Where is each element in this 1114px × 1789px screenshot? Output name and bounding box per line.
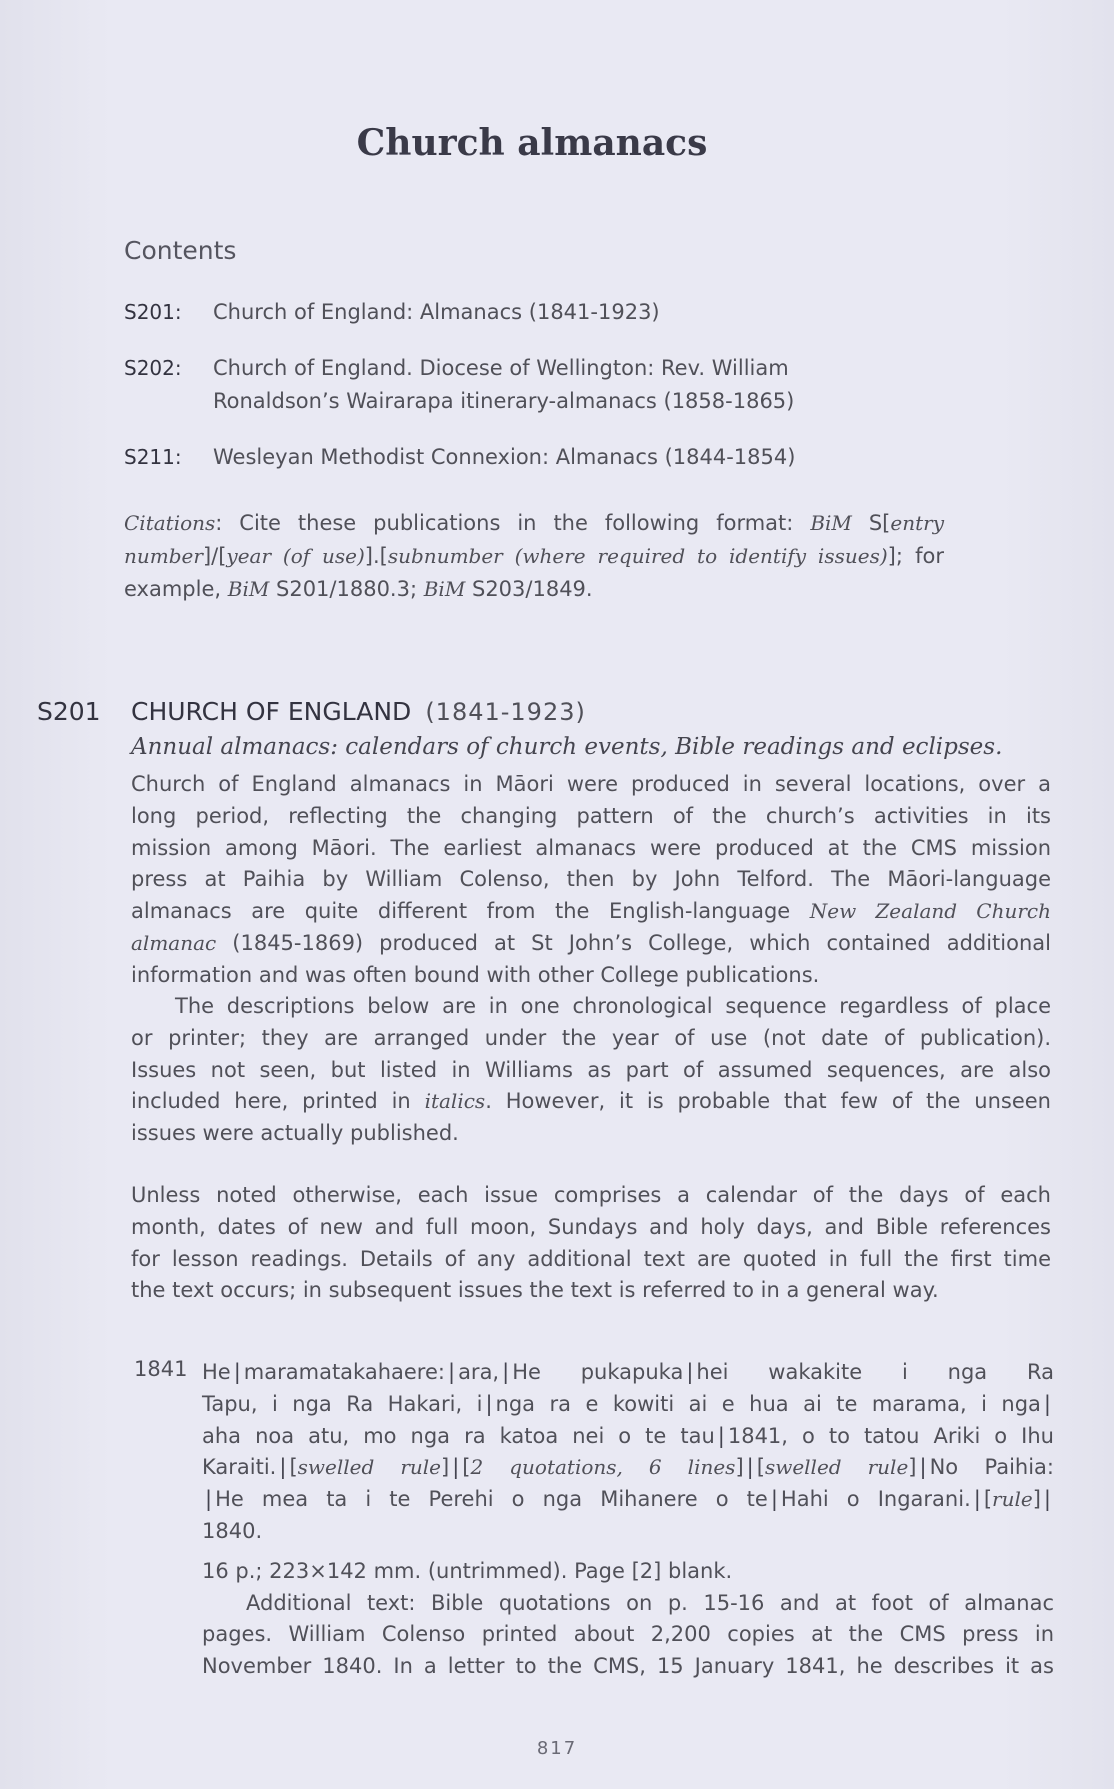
line-break-bar: | (770, 1487, 778, 1512)
text-run: ara, (458, 1360, 500, 1384)
citations-text: S201/1880.3; (269, 577, 424, 601)
entry-heading-text: CHURCH OF ENGLAND (131, 697, 412, 726)
citations-text: : Cite these publications in the following format: (215, 511, 811, 535)
text-run: almanacs are quite different from the English-language (131, 899, 810, 924)
italic-title: New Zealand Church (809, 899, 1051, 924)
text-line: or printer; they are arranged under the year of use (not date of publication). (131, 1025, 1051, 1050)
citations-text: ]; for (887, 544, 944, 568)
citations-text: ]/[ (202, 544, 227, 568)
text-run: (1845-1869) produced at St John’s College, which contained additional (216, 930, 1051, 955)
ornament-note: swelled rule (297, 1455, 441, 1480)
line-break-bar: | (973, 1487, 981, 1512)
text-line (131, 1086, 1051, 1118)
line-break-bar: | (686, 1360, 694, 1384)
italic-word: italics (424, 1089, 486, 1114)
text-run: aha noa atu, mo nga ra katoa nei o te tau (202, 1423, 715, 1448)
toc-code: S201: (124, 300, 182, 324)
contents-heading: Contents (124, 236, 237, 265)
text-run: Tapu, i nga Ra Hakari, i (202, 1391, 483, 1416)
notes-line: pages. William Colenso printed about 2,200 copies at the CMS press in (202, 1622, 1054, 1647)
text-line: Unless noted otherwise, each issue comprises a calendar of the days of each (131, 1183, 1051, 1207)
citations-text: ].[ (364, 544, 388, 568)
citations-line (124, 507, 944, 540)
ornament-note: 2 quotations, 6 lines (470, 1455, 736, 1480)
text-line: the text occurs; in subsequent issues the text is referred to in a general way. (131, 1278, 939, 1303)
entry-heading (131, 697, 586, 726)
line-break-bar: | (1043, 1391, 1051, 1416)
citations-text: S[ (851, 511, 891, 535)
line-break-bar: | (746, 1455, 754, 1480)
title-transcription-line (202, 1357, 1054, 1389)
text-line: long period, reflecting the changing pattern of the church’s activities in its (131, 803, 1051, 828)
text-run: nga ra e kowiti ai e hua ai te marama, i nga (495, 1391, 1041, 1416)
line-break-bar: | (279, 1455, 287, 1480)
line-break-bar: | (1043, 1487, 1051, 1512)
toc-entry-s211[interactable] (124, 441, 964, 474)
title-transcription-line: Karaiti. | [swelled rule] | [2 quotations, 6 lines] | [swelled rule] | No Paihia: (202, 1455, 1054, 1480)
entry-paragraph-1 (131, 769, 1051, 992)
citations-line (124, 573, 944, 606)
issue-description (202, 1357, 1054, 1683)
notes-line: Additional text: Bible quotations on p. 15-16 and at foot of almanac (246, 1590, 1054, 1615)
text-line: Church of England almanacs in Māori were produced in several locations, over a (131, 772, 1051, 796)
notes-line: November 1840. In a letter to the CMS, 15 January 1841, he describes it as (202, 1654, 1054, 1679)
text-run: He pukapuka (512, 1360, 684, 1384)
citations-line (124, 540, 944, 573)
italic-title: almanac (131, 930, 217, 955)
citations-placeholder: year (of use) (226, 544, 365, 568)
citations-text: S203/1849. (465, 577, 593, 601)
bim-abbrev: BiM (227, 577, 270, 601)
text-run: maramatakahaere: (243, 1360, 445, 1384)
citations-text: example, (124, 577, 228, 601)
toc-line: Ronaldson’s Wairarapa itinerary-almanacs (1858-1865) (213, 389, 795, 413)
title-transcription-line: | He mea ta i te Perehi o nga Mihanere o te | Hahi o Ingarani. | [rule] | (202, 1484, 1054, 1516)
text-line: mission among Māori. The earliest almanacs were produced at the CMS mission (131, 835, 1051, 860)
text-run: Karaiti. (202, 1455, 277, 1480)
bim-abbrev: BiM (810, 511, 852, 535)
text-run: included here, printed in (131, 1089, 425, 1114)
toc-text (213, 352, 964, 418)
title-transcription-line: 1840. (202, 1518, 263, 1543)
title-transcription-line (202, 1389, 1054, 1421)
text-run: hei wakakite i nga Ra (696, 1360, 1054, 1384)
toc-line: Wesleyan Methodist Connexion: Almanacs (1844-1854) (213, 445, 796, 469)
collation-line: 16 p.; 223×142 mm. (untrimmed). Page [2] blank. (202, 1558, 733, 1583)
line-break-bar: | (205, 1487, 213, 1512)
line-break-bar: | (233, 1360, 241, 1384)
citations-placeholder: subnumber (where required to identify issues) (387, 544, 888, 568)
line-break-bar: | (447, 1360, 456, 1384)
citations-note (124, 507, 944, 606)
text-run: . However, it is probable that few of the unseen (485, 1089, 1051, 1114)
text-line: month, dates of new and full moon, Sundays and holy days, and Bible references (131, 1214, 1051, 1239)
issue-year: 1841 (134, 1357, 188, 1381)
line-break-bar: | (485, 1391, 493, 1416)
entry-years: (1841-1923) (425, 698, 586, 726)
text-line: for lesson readings. Details of any additional text are quoted in full the first time (131, 1246, 1051, 1271)
ornament-note: rule (992, 1487, 1033, 1512)
toc-entry-s201[interactable] (124, 296, 964, 329)
page-title: Church almanacs (356, 122, 708, 164)
citations-label: Citations (124, 511, 216, 535)
text-line: issues were actually published. (131, 1121, 459, 1146)
line-break-bar: | (502, 1360, 510, 1384)
toc-line: Church of England: Almanacs (1841-1923) (213, 300, 660, 324)
entry-paragraph-2 (131, 991, 1051, 1150)
toc-code: S202: (124, 356, 182, 380)
entry-paragraph-3 (131, 1180, 1051, 1307)
title-transcription-line (202, 1421, 1054, 1453)
text-line (131, 896, 1051, 928)
line-break-bar: | (452, 1455, 460, 1480)
bim-abbrev: BiM (423, 577, 466, 601)
toc-entry-s202[interactable] (124, 352, 964, 418)
table-of-contents (124, 296, 964, 497)
text-line: information and was often bound with other College publications. (131, 962, 820, 987)
toc-line: Church of England. Diocese of Wellington: Rev. William (213, 356, 789, 380)
line-break-bar: | (717, 1423, 725, 1448)
text-line: The descriptions below are in one chronological sequence regardless of place (175, 994, 1051, 1018)
entry-subtitle: Annual almanacs: calendars of church events, Bible readings and eclipses. (131, 734, 1003, 760)
text-line (131, 928, 1051, 960)
text-run: No Paihia: (929, 1455, 1054, 1480)
citations-placeholder: entry (890, 511, 944, 535)
text-run: Hahi o Ingarani. (780, 1487, 971, 1512)
toc-code: S211: (124, 445, 182, 469)
line-break-bar: | (919, 1455, 927, 1480)
citations-placeholder: number (124, 544, 203, 568)
ornament-note: swelled rule (764, 1455, 909, 1480)
toc-text (213, 441, 964, 474)
text-line: Issues not seen, but listed in Williams as part of assumed sequences, are also (131, 1057, 1051, 1082)
page-number: 817 (536, 1738, 578, 1759)
text-run: 1841, o to tatou Ariki o Ihu (727, 1423, 1054, 1448)
entry-code: S201 (37, 697, 101, 726)
text-run: He mea ta i te Perehi o nga Mihanere o te (215, 1487, 768, 1512)
text-run: He (202, 1360, 231, 1384)
toc-text (213, 296, 964, 329)
text-line: press at Paihia by William Colenso, then by John Telford. The Māori-language (131, 867, 1051, 892)
